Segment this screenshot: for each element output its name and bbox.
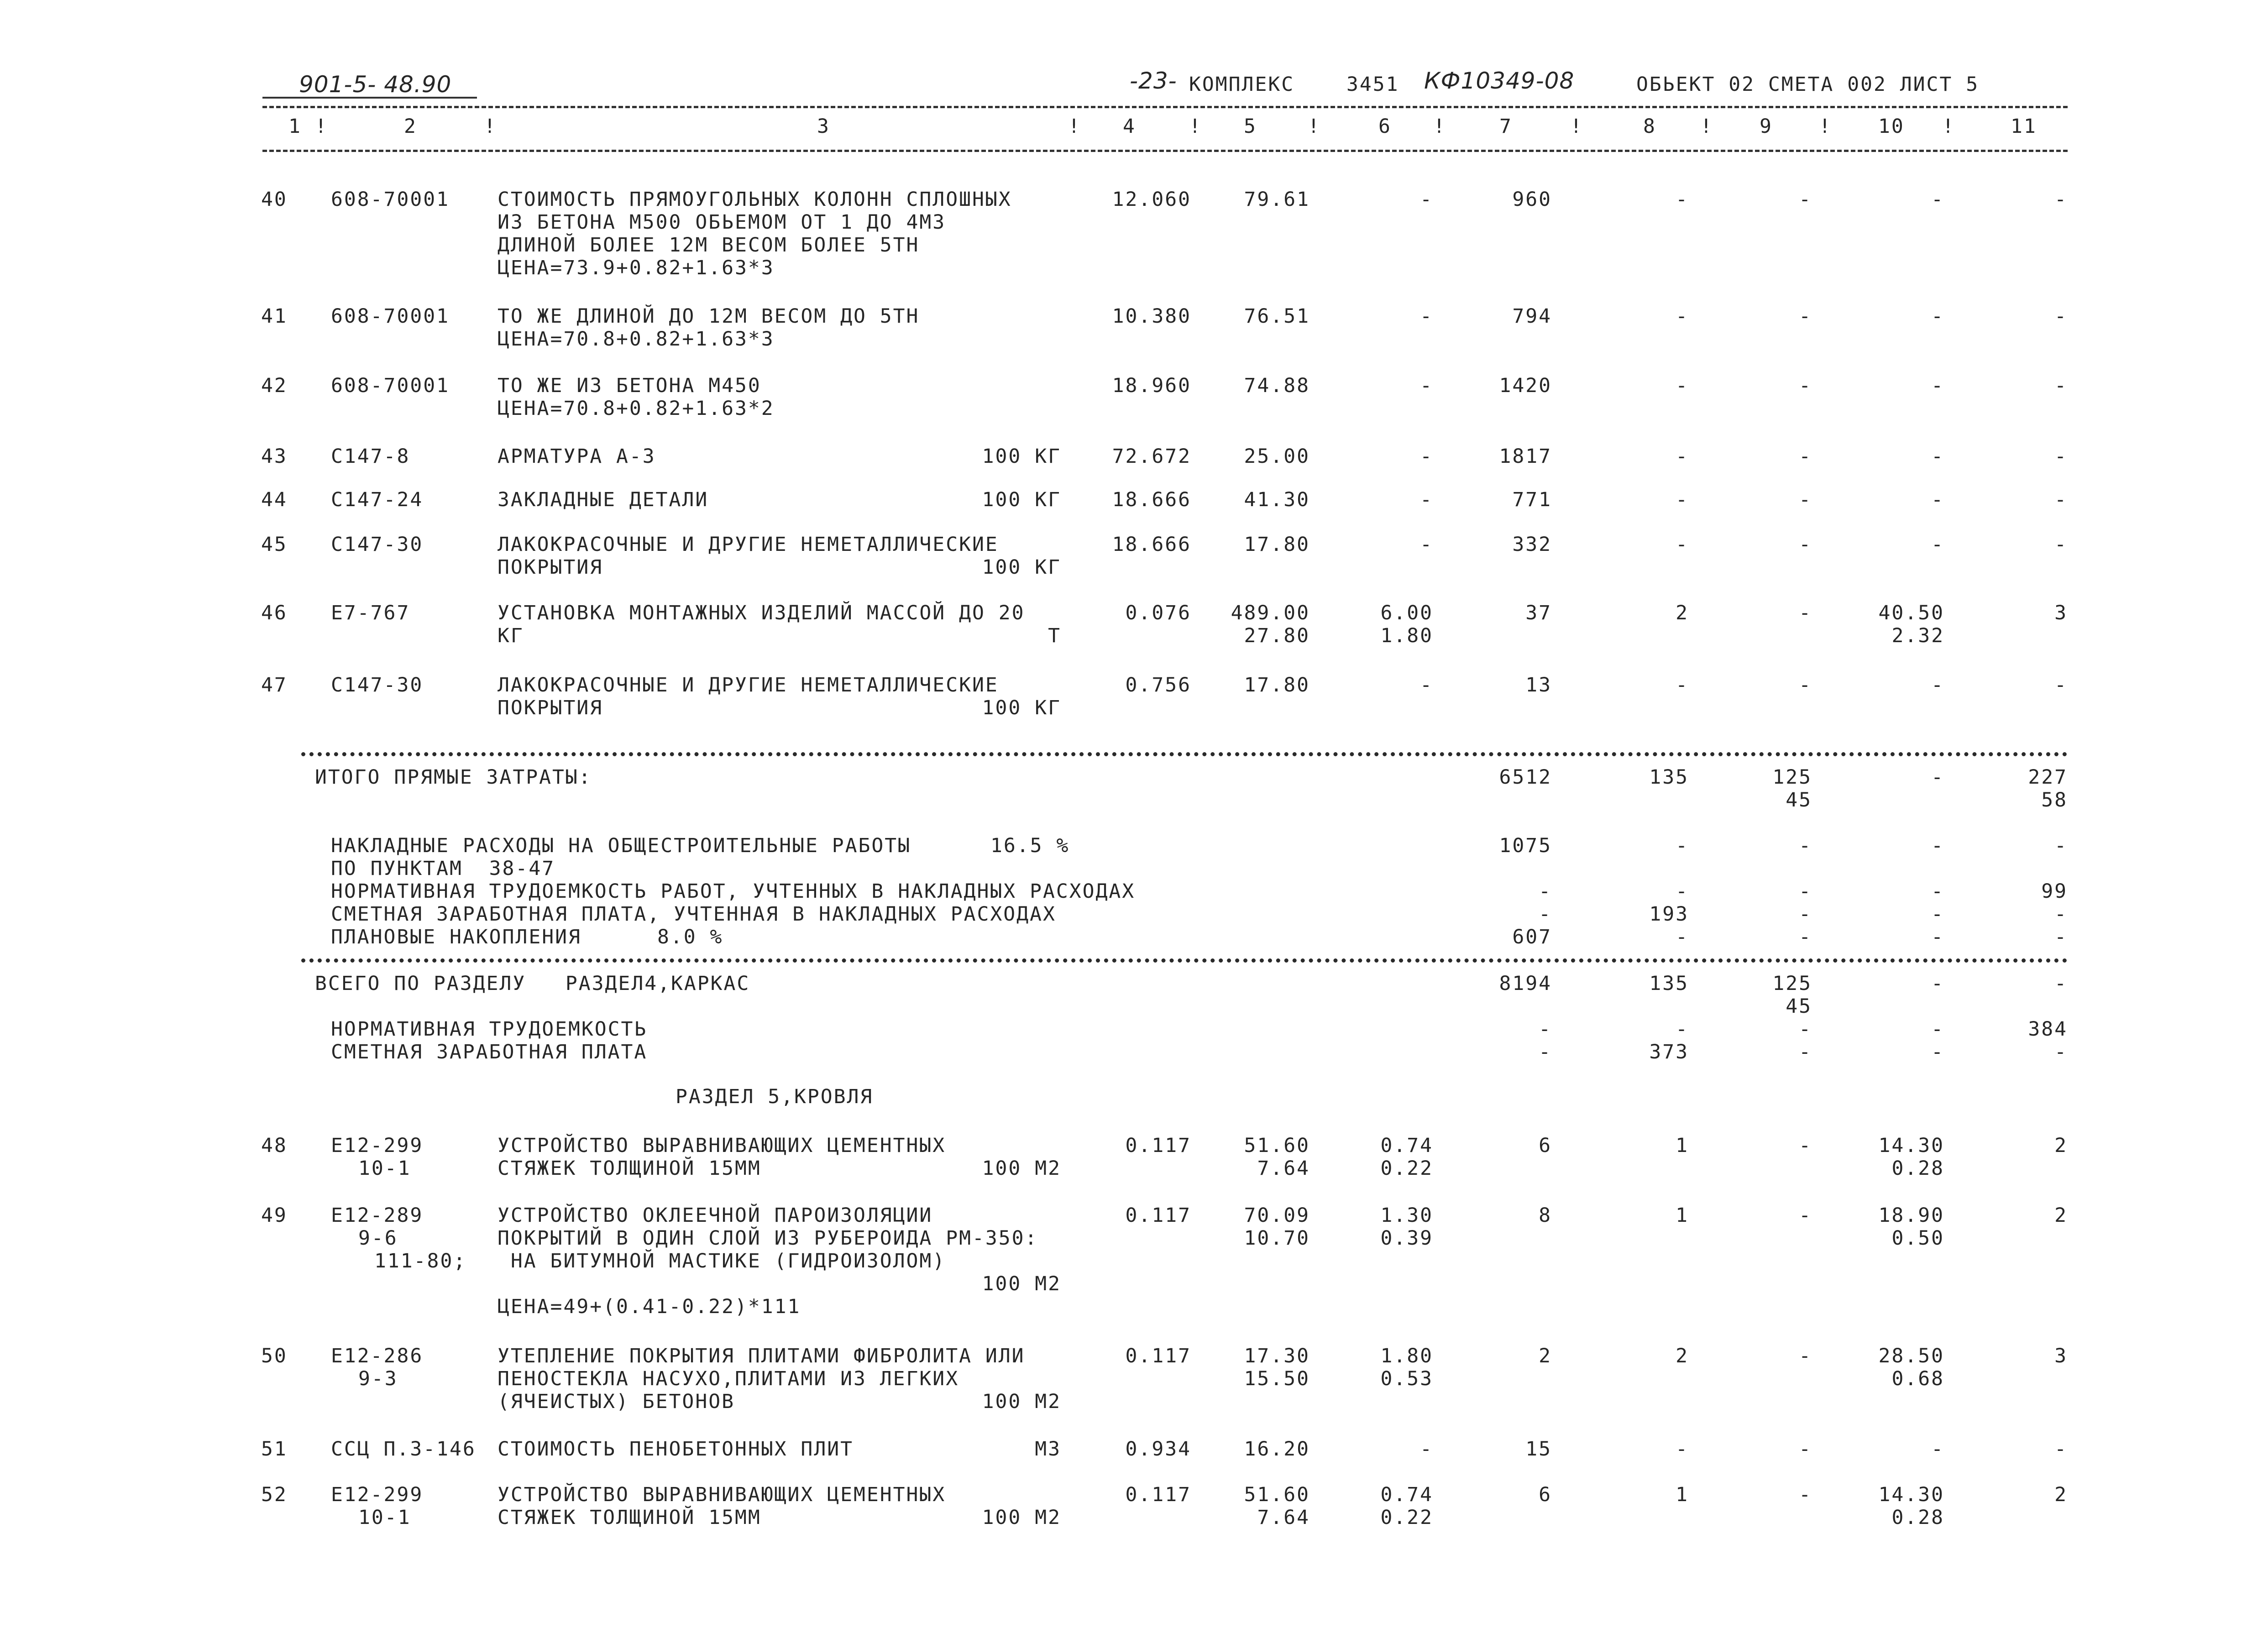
unit-price: 17.80 bbox=[1244, 674, 1310, 696]
section-total-label: ВСЕГО ПО РАЗДЕЛУ РАЗДЕЛ4,КАРКАС bbox=[315, 972, 750, 995]
rate-code: 10-1 bbox=[358, 1157, 411, 1180]
unit-of-measure: 100 КГ bbox=[982, 696, 1061, 719]
total-direct-col9: 125 bbox=[1772, 766, 1812, 789]
unit-price: 51.60 bbox=[1244, 1134, 1310, 1157]
labor-unit: - bbox=[1931, 305, 1944, 328]
wage-price: 1.80 bbox=[1380, 1345, 1433, 1367]
work-description: ПОКРЫТИЙ В ОДИН СЛОЙ ИЗ РУБЕРОИДА РМ-350: bbox=[498, 1227, 1038, 1250]
quantity: 0.117 bbox=[1125, 1483, 1191, 1506]
column-number: 10 bbox=[1878, 115, 1905, 138]
labor-unit: - bbox=[1931, 445, 1944, 468]
labor-unit: 0.50 bbox=[1891, 1227, 1944, 1250]
work-description: СТЯЖЕК ТОЛЩИНОЙ 15ММ bbox=[498, 1157, 761, 1180]
total-wage: - bbox=[1676, 305, 1689, 328]
machine-cost: - bbox=[1799, 488, 1812, 511]
wage-price: - bbox=[1420, 374, 1433, 397]
labor-unit: - bbox=[1931, 374, 1944, 397]
column-separator: ! bbox=[315, 115, 328, 138]
row-number: 41 bbox=[261, 305, 288, 328]
column-number: 3 bbox=[817, 115, 830, 138]
machine-cost: - bbox=[1799, 1204, 1812, 1227]
overhead-labor-label: НОРМАТИВНАЯ ТРУДОЕМКОСТЬ РАБОТ, УЧТЕННЫХ В НАКЛАДНЫХ РАСХОДАХ bbox=[331, 880, 1136, 903]
column-number: 2 bbox=[404, 115, 417, 138]
profit-value: 607 bbox=[1512, 926, 1552, 948]
unit-of-measure: 100 КГ bbox=[982, 556, 1061, 579]
work-description: ПОКРЫТИЯ bbox=[498, 696, 603, 719]
unit-price: 17.80 bbox=[1244, 533, 1310, 556]
labor-unit: - bbox=[1931, 488, 1944, 511]
work-description: СТЯЖЕК ТОЛЩИНОЙ 15ММ bbox=[498, 1506, 761, 1529]
total-cost: 1420 bbox=[1499, 374, 1552, 397]
unit-of-measure: Т bbox=[1048, 624, 1061, 647]
wage-price: 0.22 bbox=[1380, 1157, 1433, 1180]
wage-value: - bbox=[1539, 903, 1552, 926]
labor-unit: 14.30 bbox=[1878, 1134, 1944, 1157]
section-wage-label: СМЕТНАЯ ЗАРАБОТНАЯ ПЛАТА bbox=[331, 1041, 648, 1063]
wage-value: 373 bbox=[1649, 1041, 1689, 1063]
unit-price: 74.88 bbox=[1244, 374, 1310, 397]
profit-value: - bbox=[1931, 926, 1944, 948]
work-description: ИЗ БЕТОНА М500 ОБЬЕМОМ ОТ 1 ДО 4М3 bbox=[498, 211, 946, 234]
machine-cost: - bbox=[1799, 533, 1812, 556]
section-total-col9-sub: 45 bbox=[1786, 995, 1812, 1018]
wage-value: - bbox=[1799, 1041, 1812, 1063]
rate-code: Е12-299 bbox=[331, 1134, 424, 1157]
row-number: 42 bbox=[261, 374, 288, 397]
unit-of-measure: 100 М2 bbox=[982, 1390, 1061, 1413]
unit-price: 79.61 bbox=[1244, 188, 1310, 211]
total-wage: 1 bbox=[1676, 1204, 1689, 1227]
total-direct-col9-sub: 45 bbox=[1786, 789, 1812, 811]
work-description: (ЯЧЕИСТЫХ) БЕТОНОВ bbox=[498, 1390, 735, 1413]
labor-total: 2 bbox=[2054, 1483, 2068, 1506]
profit-value: - bbox=[1676, 926, 1689, 948]
dotted-rule-section-total bbox=[301, 958, 2068, 963]
wage-price: 0.39 bbox=[1380, 1227, 1433, 1250]
total-cost: 332 bbox=[1512, 533, 1552, 556]
work-description: ТО ЖЕ ИЗ БЕТОНА М450 bbox=[498, 374, 761, 397]
labor-unit: 28.50 bbox=[1878, 1345, 1944, 1367]
machine-cost: - bbox=[1799, 305, 1812, 328]
labor-value: 384 bbox=[2028, 1018, 2068, 1041]
work-description: УСТРОЙСТВО ОКЛЕЕЧНОЙ ПАРОИЗОЛЯЦИИ bbox=[498, 1204, 933, 1227]
labor-unit: 40.50 bbox=[1878, 602, 1944, 624]
complex-number: 3451 bbox=[1346, 73, 1399, 96]
row-number: 45 bbox=[261, 533, 288, 556]
section-total-col11: - bbox=[2054, 972, 2068, 995]
unit-price: 7.64 bbox=[1257, 1157, 1310, 1180]
total-cost: 1817 bbox=[1499, 445, 1552, 468]
wage-value: 193 bbox=[1649, 903, 1689, 926]
labor-value: - bbox=[1539, 880, 1552, 903]
section-total-col7: 8194 bbox=[1499, 972, 1552, 995]
unit-price: 70.09 bbox=[1244, 1204, 1310, 1227]
wage-price: 1.30 bbox=[1380, 1204, 1433, 1227]
total-wage: - bbox=[1676, 374, 1689, 397]
rate-code: 111-80; bbox=[374, 1250, 467, 1272]
total-wage: - bbox=[1676, 674, 1689, 696]
wage-price: - bbox=[1420, 674, 1433, 696]
unit-price: 16.20 bbox=[1244, 1438, 1310, 1460]
labor-value: - bbox=[1799, 1018, 1812, 1041]
work-description: ЦЕНА=49+(0.41-0.22)*111 bbox=[498, 1295, 801, 1318]
unit-price: 51.60 bbox=[1244, 1483, 1310, 1506]
total-direct-col11: 227 bbox=[2028, 766, 2068, 789]
quantity: 72.672 bbox=[1112, 445, 1191, 468]
row-number: 47 bbox=[261, 674, 288, 696]
labor-unit: 0.28 bbox=[1891, 1506, 1944, 1529]
labor-total: - bbox=[2054, 305, 2068, 328]
overhead-label: НАКЛАДНЫЕ РАСХОДЫ НА ОБЩЕСТРОИТЕЛЬНЫЕ РАБОТЫ bbox=[331, 834, 911, 857]
work-description: ЗАКЛАДНЫЕ ДЕТАЛИ bbox=[498, 488, 709, 511]
profit-value: - bbox=[2054, 926, 2068, 948]
labor-total: 3 bbox=[2054, 1345, 2068, 1367]
wage-value: - bbox=[1539, 1041, 1552, 1063]
row-number: 46 bbox=[261, 602, 288, 624]
wage-price: - bbox=[1420, 533, 1433, 556]
labor-unit: 14.30 bbox=[1878, 1483, 1944, 1506]
overhead-wage-label: СМЕТНАЯ ЗАРАБОТНАЯ ПЛАТА, УЧТЕННАЯ В НАКЛАДНЫХ РАСХОДАХ bbox=[331, 903, 1056, 926]
work-description: ЦЕНА=70.8+0.82+1.63*3 bbox=[498, 328, 775, 351]
table-top-rule bbox=[262, 106, 2068, 108]
rate-code: Е12-289 bbox=[331, 1204, 424, 1227]
labor-unit: 2.32 bbox=[1891, 624, 1944, 647]
total-wage: 2 bbox=[1676, 1345, 1689, 1367]
wage-price: 6.00 bbox=[1380, 602, 1433, 624]
rate-code: Е7-767 bbox=[331, 602, 410, 624]
wage-price: - bbox=[1420, 1438, 1433, 1460]
work-description: ЦЕНА=73.9+0.82+1.63*3 bbox=[498, 257, 775, 279]
total-wage: - bbox=[1676, 533, 1689, 556]
unit-price: 76.51 bbox=[1244, 305, 1310, 328]
labor-unit: - bbox=[1931, 1438, 1944, 1460]
total-cost: 2 bbox=[1539, 1345, 1552, 1367]
object-sheet-info: ОБЬЕКТ 02 СМЕТА 002 ЛИСТ 5 bbox=[1636, 73, 1980, 96]
wage-price: 0.74 bbox=[1380, 1134, 1433, 1157]
labor-total: 3 bbox=[2054, 602, 2068, 624]
row-number: 52 bbox=[261, 1483, 288, 1506]
machine-cost: - bbox=[1799, 1134, 1812, 1157]
work-description: СТОИМОСТЬ ПЕНОБЕТОННЫХ ПЛИТ bbox=[498, 1438, 854, 1460]
complex-label: КОМПЛЕКС bbox=[1189, 73, 1295, 96]
unit-of-measure: 100 КГ bbox=[982, 488, 1061, 511]
total-cost: 794 bbox=[1512, 305, 1552, 328]
unit-of-measure: 100 М2 bbox=[982, 1157, 1061, 1180]
quantity: 0.117 bbox=[1125, 1134, 1191, 1157]
rate-code: Е12-299 bbox=[331, 1483, 424, 1506]
wage-value: - bbox=[1799, 903, 1812, 926]
labor-unit: - bbox=[1931, 674, 1944, 696]
unit-price: 17.30 bbox=[1244, 1345, 1310, 1367]
rate-code: Е12-286 bbox=[331, 1345, 424, 1367]
machine-cost: - bbox=[1799, 1483, 1812, 1506]
unit-of-measure: 100 КГ bbox=[982, 445, 1061, 468]
column-header-rule bbox=[262, 150, 2068, 152]
column-separator: ! bbox=[1942, 115, 1955, 138]
unit-price: 7.64 bbox=[1257, 1506, 1310, 1529]
column-separator: ! bbox=[1189, 115, 1202, 138]
total-wage: 1 bbox=[1676, 1134, 1689, 1157]
section-5-title: РАЗДЕЛ 5,КРОВЛЯ bbox=[676, 1085, 874, 1108]
total-cost: 6 bbox=[1539, 1483, 1552, 1506]
total-cost: 8 bbox=[1539, 1204, 1552, 1227]
work-description: УСТРОЙСТВО ВЫРАВНИВАЮЩИХ ЦЕМЕНТНЫХ bbox=[498, 1483, 946, 1506]
rate-code: С147-24 bbox=[331, 488, 424, 511]
total-direct-label: ИТОГО ПРЯМЫЕ ЗАТРАТЫ: bbox=[315, 766, 592, 789]
total-wage: - bbox=[1676, 445, 1689, 468]
column-number: 11 bbox=[2011, 115, 2037, 138]
quantity: 12.060 bbox=[1112, 188, 1191, 211]
work-description: ПОКРЫТИЯ bbox=[498, 556, 603, 579]
work-description: ЦЕНА=70.8+0.82+1.63*2 bbox=[498, 397, 775, 420]
wage-value: - bbox=[1931, 1041, 1944, 1063]
overhead-col9: - bbox=[1799, 834, 1812, 857]
quantity: 18.960 bbox=[1112, 374, 1191, 397]
overhead-items-label: ПО ПУНКТАМ 38-47 bbox=[331, 857, 555, 880]
machine-cost: - bbox=[1799, 445, 1812, 468]
wage-value: - bbox=[2054, 1041, 2068, 1063]
wage-price: 0.22 bbox=[1380, 1506, 1433, 1529]
work-description: ДЛИНОЙ БОЛЕЕ 12М ВЕСОМ БОЛЕЕ 5ТН bbox=[498, 234, 920, 257]
overhead-col11: - bbox=[2054, 834, 2068, 857]
wage-price: 0.74 bbox=[1380, 1483, 1433, 1506]
wage-price: - bbox=[1420, 305, 1433, 328]
page-number: -23- bbox=[1130, 68, 1177, 94]
labor-value: - bbox=[1676, 880, 1689, 903]
work-description: ЛАКОКРАСОЧНЫЕ И ДРУГИЕ НЕМЕТАЛЛИЧЕСКИЕ bbox=[498, 533, 999, 556]
labor-unit: - bbox=[1931, 188, 1944, 211]
labor-total: - bbox=[2054, 1438, 2068, 1460]
total-direct-col8: 135 bbox=[1649, 766, 1689, 789]
work-description: СТОИМОСТЬ ПРЯМОУГОЛЬНЫХ КОЛОНН СПЛОШНЫХ bbox=[498, 188, 1012, 211]
quantity: 18.666 bbox=[1112, 488, 1191, 511]
total-wage: 2 bbox=[1676, 602, 1689, 624]
total-direct-col11-sub: 58 bbox=[2041, 789, 2068, 811]
unit-price: 25.00 bbox=[1244, 445, 1310, 468]
labor-value: - bbox=[1799, 880, 1812, 903]
labor-unit: 0.68 bbox=[1891, 1367, 1944, 1390]
labor-unit: 18.90 bbox=[1878, 1204, 1944, 1227]
rate-code: 10-1 bbox=[358, 1506, 411, 1529]
column-number: 4 bbox=[1123, 115, 1136, 138]
quantity: 0.934 bbox=[1125, 1438, 1191, 1460]
quantity: 0.117 bbox=[1125, 1204, 1191, 1227]
wage-price: - bbox=[1420, 188, 1433, 211]
quantity: 0.076 bbox=[1125, 602, 1191, 624]
overhead-col10: - bbox=[1931, 834, 1944, 857]
work-description: УСТРОЙСТВО ВЫРАВНИВАЮЩИХ ЦЕМЕНТНЫХ bbox=[498, 1134, 946, 1157]
labor-total: 2 bbox=[2054, 1204, 2068, 1227]
row-number: 49 bbox=[261, 1204, 288, 1227]
column-separator: ! bbox=[1700, 115, 1713, 138]
column-separator: ! bbox=[1308, 115, 1321, 138]
unit-price: 10.70 bbox=[1244, 1227, 1310, 1250]
quantity: 0.756 bbox=[1125, 674, 1191, 696]
work-description: УТЕПЛЕНИЕ ПОКРЫТИЯ ПЛИТАМИ ФИБРОЛИТА ИЛИ bbox=[498, 1345, 1025, 1367]
unit-price: 41.30 bbox=[1244, 488, 1310, 511]
total-wage: - bbox=[1676, 1438, 1689, 1460]
column-separator: ! bbox=[1570, 115, 1583, 138]
section-total-col10: - bbox=[1931, 972, 1944, 995]
column-separator: ! bbox=[1068, 115, 1081, 138]
total-cost: 37 bbox=[1525, 602, 1552, 624]
quantity: 10.380 bbox=[1112, 305, 1191, 328]
row-number: 50 bbox=[261, 1345, 288, 1367]
unit-of-measure: 100 М2 bbox=[982, 1506, 1061, 1529]
overhead-col8: - bbox=[1676, 834, 1689, 857]
section-labor-label: НОРМАТИВНАЯ ТРУДОЕМКОСТЬ bbox=[331, 1018, 648, 1041]
labor-value: - bbox=[1676, 1018, 1689, 1041]
labor-value: - bbox=[1539, 1018, 1552, 1041]
column-number: 5 bbox=[1244, 115, 1257, 138]
overhead-percent: 16.5 % bbox=[990, 834, 1070, 857]
labor-value: - bbox=[1931, 880, 1944, 903]
labor-total: 2 bbox=[2054, 1134, 2068, 1157]
total-direct-col10: - bbox=[1931, 766, 1944, 789]
work-description: УСТАНОВКА МОНТАЖНЫХ ИЗДЕЛИЙ МАССОЙ ДО 20 bbox=[498, 602, 1025, 624]
labor-total: - bbox=[2054, 488, 2068, 511]
planned-profit-percent: 8.0 % bbox=[657, 926, 723, 948]
column-separator: ! bbox=[1433, 115, 1446, 138]
machine-cost: - bbox=[1799, 1345, 1812, 1367]
wage-price: - bbox=[1420, 488, 1433, 511]
row-number: 40 bbox=[261, 188, 288, 211]
total-wage: 1 bbox=[1676, 1483, 1689, 1506]
labor-total: - bbox=[2054, 374, 2068, 397]
row-number: 44 bbox=[261, 488, 288, 511]
rate-code: 608-70001 bbox=[331, 305, 450, 328]
wage-price: 0.53 bbox=[1380, 1367, 1433, 1390]
work-description: ЛАКОКРАСОЧНЫЕ И ДРУГИЕ НЕМЕТАЛЛИЧЕСКИЕ bbox=[498, 674, 999, 696]
wage-price: - bbox=[1420, 445, 1433, 468]
work-description: АРМАТУРА А-3 bbox=[498, 445, 656, 468]
rate-code: 608-70001 bbox=[331, 188, 450, 211]
column-number: 6 bbox=[1378, 115, 1392, 138]
column-number: 9 bbox=[1760, 115, 1773, 138]
work-description: КГ bbox=[498, 624, 524, 647]
column-number: 1 bbox=[288, 115, 302, 138]
machine-cost: - bbox=[1799, 1438, 1812, 1460]
work-description: ПЕНОСТЕКЛА НАСУХО,ПЛИТАМИ ИЗ ЛЕГКИХ bbox=[498, 1367, 959, 1390]
labor-total: - bbox=[2054, 188, 2068, 211]
column-separator: ! bbox=[1819, 115, 1832, 138]
wage-price: 1.80 bbox=[1380, 624, 1433, 647]
overhead-col7: 1075 bbox=[1499, 834, 1552, 857]
total-cost: 6 bbox=[1539, 1134, 1552, 1157]
document-code-underline bbox=[262, 97, 477, 99]
rate-code: 608-70001 bbox=[331, 374, 450, 397]
row-number: 43 bbox=[261, 445, 288, 468]
total-cost: 771 bbox=[1512, 488, 1552, 511]
unit-price: 15.50 bbox=[1244, 1367, 1310, 1390]
row-number: 51 bbox=[261, 1438, 288, 1460]
rate-code: С147-30 bbox=[331, 674, 424, 696]
labor-unit: - bbox=[1931, 533, 1944, 556]
labor-value: - bbox=[1931, 1018, 1944, 1041]
column-number: 8 bbox=[1643, 115, 1656, 138]
labor-total: - bbox=[2054, 533, 2068, 556]
document-code: 901-5- 48.90 bbox=[299, 71, 452, 98]
labor-total: - bbox=[2054, 445, 2068, 468]
column-number: 7 bbox=[1499, 115, 1513, 138]
wage-value: - bbox=[1931, 903, 1944, 926]
handwritten-code: КФ10349-08 bbox=[1424, 68, 1575, 94]
quantity: 18.666 bbox=[1112, 533, 1191, 556]
unit-price: 489.00 bbox=[1231, 602, 1310, 624]
column-separator: ! bbox=[484, 115, 497, 138]
total-wage: - bbox=[1676, 488, 1689, 511]
dotted-rule-totals bbox=[301, 752, 2068, 756]
rate-code: С147-8 bbox=[331, 445, 410, 468]
total-direct-col7: 6512 bbox=[1499, 766, 1552, 789]
total-cost: 960 bbox=[1512, 188, 1552, 211]
total-cost: 15 bbox=[1525, 1438, 1552, 1460]
machine-cost: - bbox=[1799, 602, 1812, 624]
machine-cost: - bbox=[1799, 188, 1812, 211]
labor-total: - bbox=[2054, 674, 2068, 696]
total-cost: 13 bbox=[1525, 674, 1552, 696]
labor-unit: 0.28 bbox=[1891, 1157, 1944, 1180]
machine-cost: - bbox=[1799, 674, 1812, 696]
quantity: 0.117 bbox=[1125, 1345, 1191, 1367]
wage-value: - bbox=[2054, 903, 2068, 926]
unit-of-measure: 100 М2 bbox=[982, 1272, 1061, 1295]
machine-cost: - bbox=[1799, 374, 1812, 397]
labor-value: 99 bbox=[2041, 880, 2068, 903]
section-total-col8: 135 bbox=[1649, 972, 1689, 995]
unit-price: 27.80 bbox=[1244, 624, 1310, 647]
work-description: НА БИТУМНОЙ МАСТИКЕ (ГИДРОИЗОЛОМ) bbox=[498, 1250, 946, 1272]
unit-of-measure: М3 bbox=[1035, 1438, 1061, 1460]
section-total-col9: 125 bbox=[1772, 972, 1812, 995]
rate-code: 9-3 bbox=[358, 1367, 398, 1390]
planned-profit-label: ПЛАНОВЫЕ НАКОПЛЕНИЯ bbox=[331, 926, 581, 948]
total-wage: - bbox=[1676, 188, 1689, 211]
profit-value: - bbox=[1799, 926, 1812, 948]
work-description: ТО ЖЕ ДЛИНОЙ ДО 12М ВЕСОМ ДО 5ТН bbox=[498, 305, 920, 328]
row-number: 48 bbox=[261, 1134, 288, 1157]
rate-code: С147-30 bbox=[331, 533, 424, 556]
rate-code: 9-6 bbox=[358, 1227, 398, 1250]
rate-code: ССЦ П.3-146 bbox=[331, 1438, 476, 1460]
